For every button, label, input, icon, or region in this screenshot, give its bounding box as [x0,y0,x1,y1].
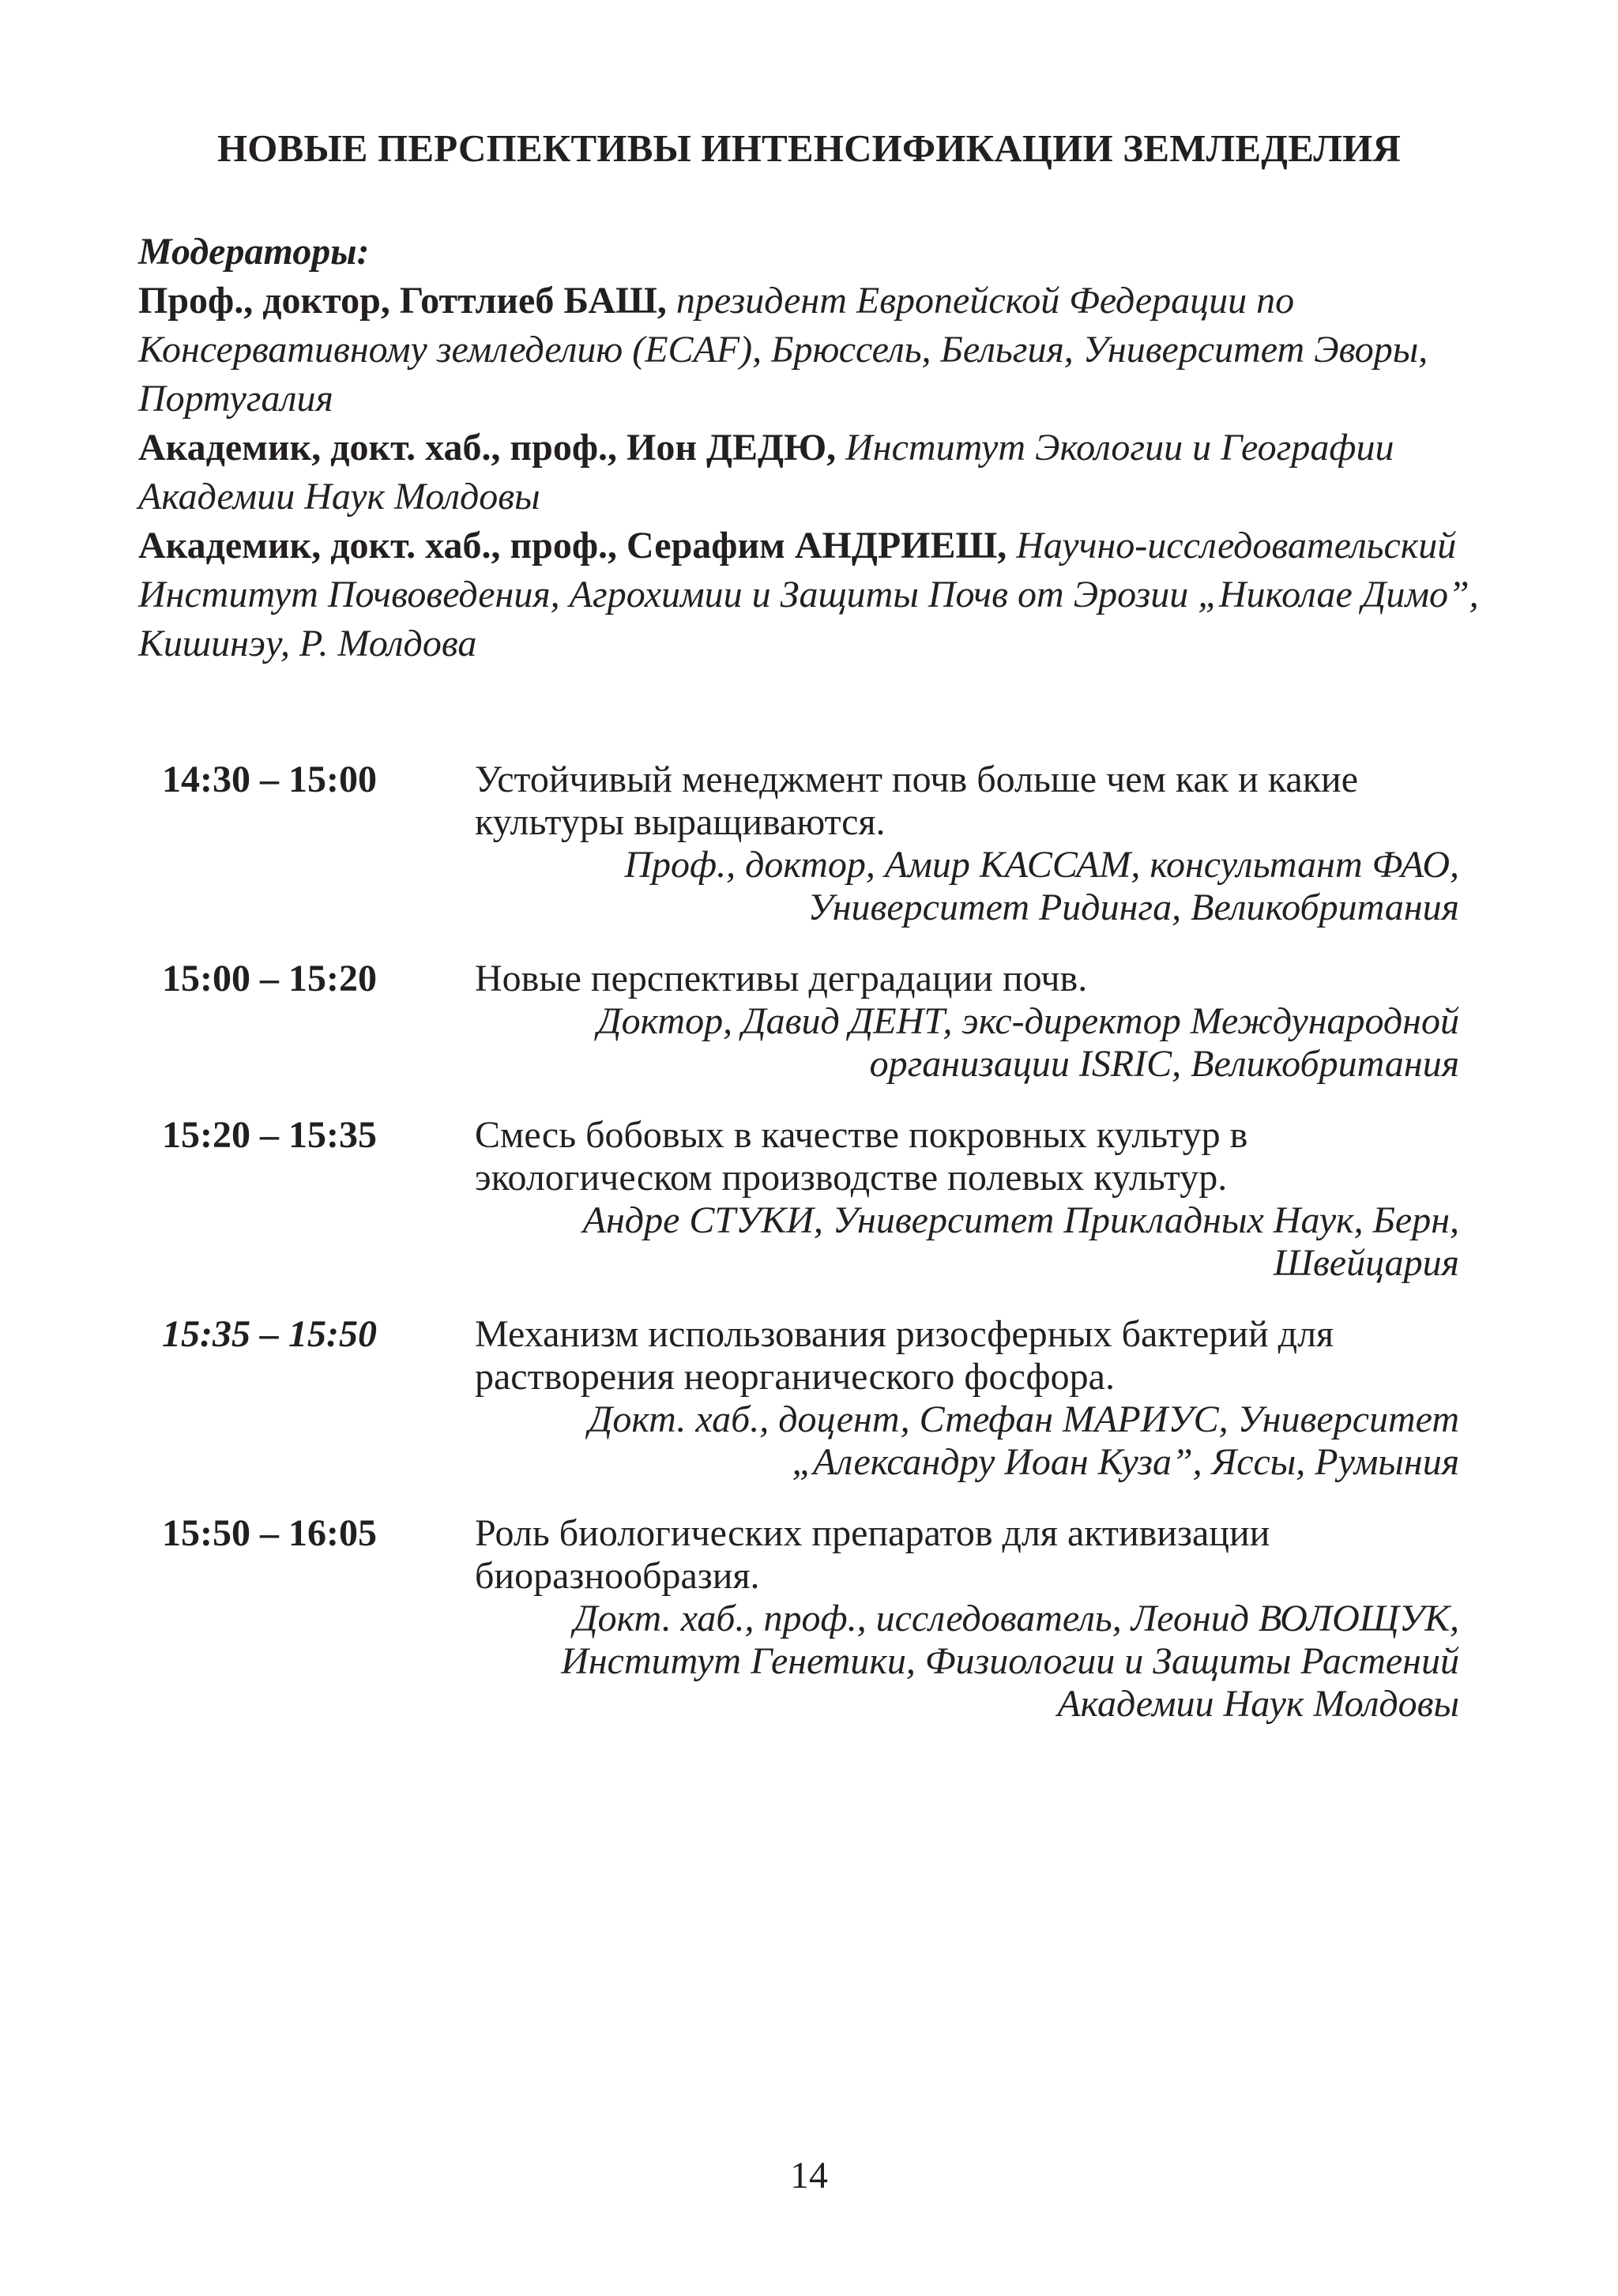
talk-title: Механизм использования ризосферных бактерий для растворения неорганического фосфора. [475,1313,1334,1398]
moderator-name: Академик, докт. хаб., проф., Серафим АНДРИЕШ, [138,525,1007,566]
session-content [475,1313,1459,1484]
session-row [138,1512,1459,1726]
session-content [475,1114,1459,1285]
talk-title: Устойчивый менеджмент почв больше чем как и какие культуры выращиваются. [475,758,1359,843]
session-row [138,1114,1459,1285]
talk-speaker: Докт. хаб., доцент, Стефан МАРИУС, Университет „Александру Иоан Куза”, Яссы, Румыния [588,1398,1459,1483]
moderators-block [138,228,1481,668]
session-time: 15:20 – 15:35 [162,1114,377,1156]
moderator-affiliation: Научно-исследовательский Институт Почвоведения, Агрохимии и Защиты Почв от Эрозии „Николае Димо”, Кишинэу, Р. Молдова [138,525,1479,664]
moderator-name: Проф., доктор, Готтлиеб БАШ, [138,280,667,322]
page-number: 14 [790,2155,828,2196]
moderator-entry [138,521,1481,668]
moderator-affiliation: Институт Экологии и Географии Академии Наук Молдовы [138,427,1394,518]
session-row [138,758,1459,929]
talk-title: Смесь бобовых в качестве покровных культур в экологическом производстве полевых культур. [475,1114,1248,1199]
session-schedule [138,758,1459,1754]
session-time: 15:50 – 16:05 [162,1512,377,1554]
talk-speaker: Докт. хаб., проф., исследователь, Леонид ВОЛОЩУК, Институт Генетики, Физиологии и Защиты Растений Академии Наук Молдовы [561,1598,1459,1725]
page-title: НОВЫЕ ПЕРСПЕКТИВЫ ИНТЕНСИФИКАЦИИ ЗЕМЛЕДЕЛИЯ [216,126,1402,170]
talk-speaker: Проф., доктор, Амир КАССАМ, консультант ФАО, Университет Ридинга, Великобритания [624,844,1459,928]
session-row [138,958,1459,1086]
session-row [138,1313,1459,1484]
moderators-heading: Модераторы: [138,231,370,273]
session-time: 15:35 – 15:50 [162,1313,377,1355]
session-time: 15:00 – 15:20 [162,958,377,999]
talk-title: Роль биологических препаратов для активизации биоразнообразия. [475,1512,1270,1597]
moderator-entry [138,423,1481,521]
talk-speaker: Андре СТУКИ, Университет Прикладных Наук, Берн, Швейцария [582,1199,1459,1284]
talk-speaker: Доктор, Давид ДЕНТ, экс-директор Международной организации ISRIC, Великобритания [597,1000,1459,1085]
session-content [475,758,1459,929]
talk-title: Новые перспективы деградации почв. [475,958,1088,999]
moderator-affiliation: президент Европейской Федерации по Консервативному земледелию (ECAF), Брюссель, Бельгия, Университет Эворы, Португалия [138,280,1428,420]
session-content [475,1512,1459,1726]
session-content [475,958,1459,1086]
session-time: 14:30 – 15:00 [162,758,377,800]
moderator-entry [138,277,1481,423]
moderator-name: Академик, докт. хаб., проф., Ион ДЕДЮ, [138,427,837,469]
